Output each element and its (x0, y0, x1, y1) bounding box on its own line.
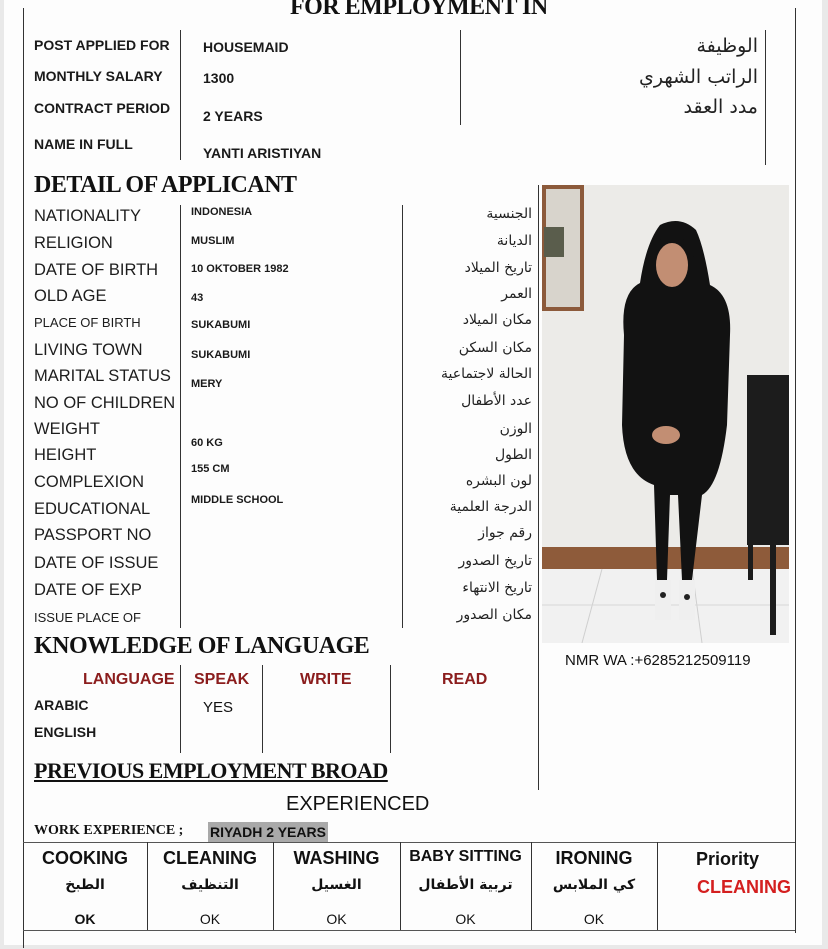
col-write: WRITE (300, 671, 352, 688)
skill-status: OK (199, 911, 221, 927)
name-label: NAME IN FULL (34, 136, 133, 152)
detail-arabic: العمر (501, 286, 532, 302)
salary-ar: الراتب الشهري (639, 66, 758, 88)
lang-divider-2 (262, 665, 263, 753)
detail-value: 155 CM (191, 463, 230, 475)
detail-arabic: مكان الصدور (456, 607, 532, 623)
detail-arabic: الجنسية (486, 206, 532, 222)
detail-value: MUSLIM (191, 235, 235, 247)
detail-label: WEIGHT (34, 420, 100, 438)
detail-label: NO OF CHILDREN (34, 394, 176, 412)
lang-divider-1 (180, 665, 181, 753)
detail-divider-1 (180, 205, 181, 628)
post-label: POST APPLIED FOR (34, 37, 170, 53)
detail-value: SUKABUMI (191, 349, 251, 361)
lang-row-english: ENGLISH (34, 724, 97, 740)
detail-arabic: الديانة (496, 233, 532, 249)
skill-arabic: الطبخ (65, 877, 105, 893)
detail-label: RELIGION (34, 234, 113, 252)
detail-label: DATE OF ISSUE (34, 554, 159, 572)
experience-status: EXPERIENCED (286, 793, 430, 815)
skills-top-rule (23, 842, 795, 843)
contract-value: 2 YEARS (203, 108, 263, 124)
skill-arabic: التنظيف (181, 877, 239, 893)
detail-label: COMPLEXION (34, 473, 145, 491)
skill-status: OK (326, 911, 347, 927)
col-language: LANGUAGE (83, 671, 175, 688)
skill-status: OK (74, 911, 96, 927)
detail-label: PLACE OF BIRTH (34, 315, 141, 330)
detail-label: HEIGHT (34, 446, 97, 464)
detail-label: PASSPORT NO (34, 526, 152, 544)
skill-name: BABY SITTING (409, 848, 522, 865)
skill-arabic: تربية الأطفال (418, 877, 513, 893)
detail-arabic: الدرجة العلمية (449, 499, 532, 515)
arabic-speak: YES (203, 699, 234, 716)
detail-arabic: مكان السكن (458, 340, 532, 356)
priority-value: CLEANING (697, 877, 791, 897)
name-value: YANTI ARISTIYAN (203, 145, 322, 161)
skill-arabic: الغسيل (311, 877, 362, 893)
skill-name: IRONING (555, 848, 633, 868)
detail-label: DATE OF BIRTH (34, 261, 159, 279)
work-experience-value: RIYADH 2 YEARS (210, 824, 326, 840)
detail-label: NATIONALITY (34, 207, 141, 225)
detail-heading: DETAIL OF APPLICANT (34, 172, 297, 198)
salary-value: 1300 (203, 70, 235, 86)
header-divider-1 (180, 30, 181, 160)
skills-bottom-rule (23, 930, 795, 931)
detail-divider-2 (402, 205, 403, 628)
detail-arabic: مكان الميلاد (462, 312, 532, 328)
priority-label: Priority (696, 849, 760, 869)
col-read: READ (442, 671, 488, 688)
detail-arabic: عدد الأطفال (461, 393, 532, 409)
detail-arabic: تاريخ الميلاد (464, 260, 532, 276)
detail-value: MIDDLE SCHOOL (191, 494, 284, 506)
photo-divider (538, 185, 539, 790)
skill-status: OK (455, 911, 476, 927)
applicant-photo (542, 185, 789, 643)
work-experience-label: WORK EXPERIENCE ; (34, 823, 184, 838)
header-divider-2 (460, 30, 461, 125)
detail-value: 60 KG (191, 437, 223, 449)
detail-arabic: الوزن (499, 421, 532, 437)
detail-value: SUKABUMI (191, 319, 251, 331)
detail-label: EDUCATIONAL (34, 500, 151, 518)
whatsapp-number: NMR WA :+6285212509119 (565, 652, 751, 669)
col-speak: SPEAK (194, 671, 250, 688)
detail-arabic: تاريخ الانتهاء (462, 580, 532, 596)
skill-name: CLEANING (163, 848, 257, 868)
detail-value: 10 OKTOBER 1982 (191, 263, 289, 275)
skill-status: OK (583, 911, 605, 927)
detail-value: INDONESIA (191, 206, 253, 218)
left-border (23, 8, 24, 948)
skill-name: COOKING (41, 848, 128, 868)
page-title: FOR EMPLOYMENT IN (290, 0, 548, 20)
detail-arabic: لون البشره (465, 473, 532, 489)
detail-label: MARITAL STATUS (34, 367, 171, 385)
detail-arabic: الحالة لاجتماعية (441, 366, 532, 382)
detail-value: MERY (191, 378, 223, 390)
skill-arabic: كي الملابس (552, 877, 636, 893)
salary-label: MONTHLY SALARY (34, 68, 163, 84)
detail-label: OLD AGE (34, 287, 107, 305)
post-value: HOUSEMAID (203, 39, 289, 55)
detail-arabic: تاريخ الصدور (458, 553, 532, 569)
skill-name: WASHING (293, 848, 380, 868)
contract-label: CONTRACT PERIOD (34, 100, 171, 116)
detail-arabic: رقم جواز (478, 525, 532, 541)
lang-divider-3 (390, 665, 391, 753)
detail-label: DATE OF EXP (34, 581, 142, 599)
header-divider-3 (765, 30, 766, 165)
contract-ar: مدد العقد (683, 96, 758, 118)
skill-divider-5 (657, 842, 658, 930)
language-heading: KNOWLEDGE OF LANGUAGE (34, 633, 370, 659)
detail-arabic: الطول (494, 447, 532, 463)
detail-label: ISSUE PLACE OF (34, 610, 141, 625)
right-border (795, 8, 796, 933)
post-ar: الوظيفة (696, 35, 758, 57)
previous-heading: PREVIOUS EMPLOYMENT BROAD (34, 758, 388, 783)
detail-value: 43 (191, 292, 204, 304)
detail-label: LIVING TOWN (34, 341, 143, 359)
lang-row-arabic: ARABIC (34, 697, 89, 713)
